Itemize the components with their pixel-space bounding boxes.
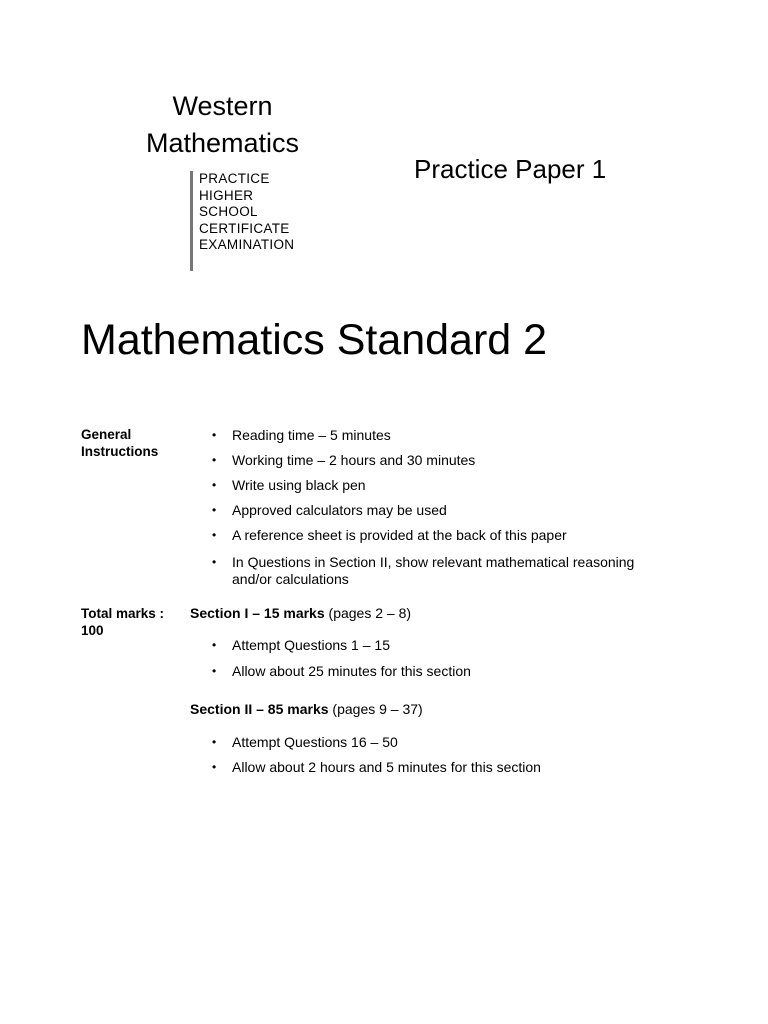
bullet-icon: •: [212, 664, 217, 678]
practice-paper-label: Practice Paper 1: [414, 154, 607, 184]
bullet-icon: •: [212, 735, 217, 749]
exam-type-line: HIGHER: [199, 187, 254, 203]
list-item: [212, 734, 541, 751]
bullet-icon: •: [212, 478, 217, 492]
list-item: [212, 637, 471, 654]
section-2-title: Section II – 85 marks: [190, 701, 329, 717]
label-line: 100: [81, 623, 104, 638]
bullet-icon: •: [212, 428, 217, 442]
brand-line-1: Western: [172, 91, 273, 121]
list-item: [212, 663, 471, 680]
section-1-heading: [190, 605, 411, 621]
subtitle-rule: [190, 171, 193, 271]
bullet-icon: •: [212, 638, 217, 652]
list-item-text: Working time – 2 hours and 30 minutes: [232, 452, 476, 468]
list-item: [212, 759, 541, 776]
bullet-icon: •: [212, 528, 217, 542]
section-1-list: [212, 637, 471, 680]
section-2-heading: [190, 701, 423, 717]
list-item: [212, 554, 634, 588]
section-2-list: [212, 734, 541, 776]
total-marks-label: [81, 605, 164, 639]
list-item: [212, 427, 634, 444]
section-1-title: Section I – 15 marks: [190, 605, 325, 621]
bullet-icon: •: [212, 503, 217, 517]
list-item-text: Attempt Questions 1 – 15: [232, 637, 390, 653]
list-item-text: Attempt Questions 16 – 50: [232, 734, 398, 750]
list-item: [212, 477, 634, 494]
label-line: General: [81, 427, 132, 442]
list-item: [212, 452, 634, 469]
brand-name: [120, 88, 325, 162]
exam-type-line: CERTIFICATE: [199, 220, 290, 236]
exam-type-line: EXAMINATION: [199, 237, 295, 253]
brand-line-2: Mathematics: [145, 128, 300, 158]
list-item-text: and/or calculations: [232, 571, 349, 587]
list-item-text: In Questions in Section II, show relevant mathematical reasoning: [232, 554, 635, 570]
general-instructions-list: [212, 427, 634, 588]
list-item-text: Allow about 2 hours and 5 minutes for this section: [232, 759, 541, 775]
list-item-text: Reading time – 5 minutes: [232, 427, 391, 443]
list-item-text: Allow about 25 minutes for this section: [232, 663, 471, 679]
section-2-pages: (pages 9 – 37): [328, 701, 423, 717]
exam-type-line: SCHOOL: [199, 204, 258, 220]
list-item: [212, 527, 634, 544]
exam-type-line: PRACTICE: [199, 171, 270, 186]
label-line: Total marks :: [81, 606, 165, 621]
bullet-icon: •: [212, 453, 217, 467]
label-line: Instructions: [81, 444, 159, 459]
general-instructions-label: [81, 426, 158, 460]
list-item: [212, 502, 634, 519]
bullet-icon: •: [212, 555, 217, 569]
bullet-icon: •: [212, 760, 217, 774]
list-item-text: A reference sheet is provided at the back of this paper: [232, 527, 567, 543]
exam-type: [199, 171, 294, 254]
section-1-pages: (pages 2 – 8): [324, 605, 412, 621]
page-title: Mathematics Standard 2: [81, 316, 548, 364]
list-item-text: Write using black pen: [232, 477, 366, 493]
list-item-text: Approved calculators may be used: [232, 502, 447, 518]
